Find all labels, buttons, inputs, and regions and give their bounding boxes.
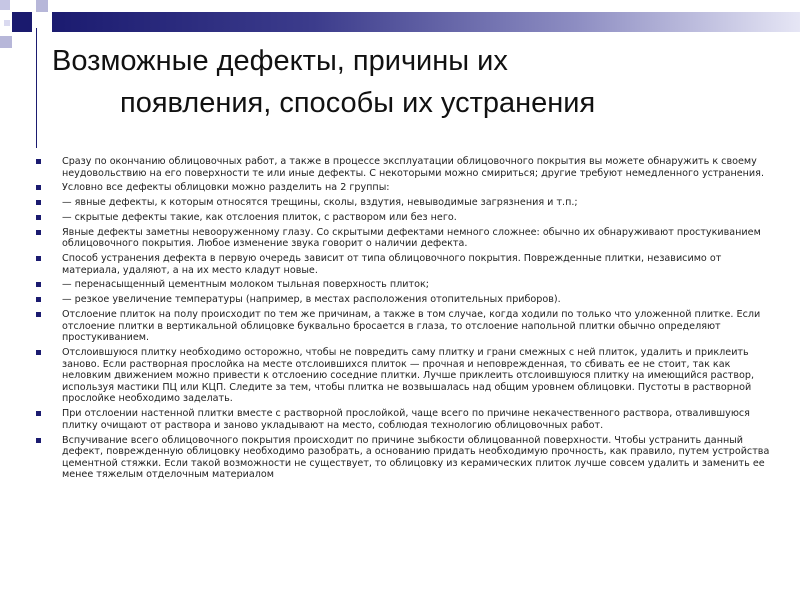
decorative-square (0, 36, 12, 48)
square-bullet-icon (36, 185, 41, 190)
square-bullet-icon (36, 282, 41, 287)
list-item (36, 227, 774, 250)
list-item-text: Вспучивание всего облицовочного покрытия происходит по причине зыбкости облицованной поверхности. Чтобы устранить данный дефект, поврежденную облицовку необходимо разобрать, а основанию придать необходимую прочность, как правило, путем устройства цементной стяжки. Если такой возможности не существует, то облицовку из керамических плиток лучше совсем удалить и заменить ее менее тяжелым отделочным материалом (62, 434, 770, 481)
list-item-text: Способ устранения дефекта в первую очередь зависит от типа облицовочного покрытия. Поврежденные плитки, независимо от материала, удаляют, а на их место кладут новые. (62, 253, 722, 276)
square-bullet-icon (36, 159, 41, 164)
slide-title-line-1: Возможные дефекты, причины их (52, 45, 508, 77)
square-bullet-icon (36, 438, 41, 443)
list-item-text: Явные дефекты заметны невооруженному глазу. Со скрытыми дефектами немного сложнее: обычно их обнаруживают простукиванием облицовочного покрытия. Любое изменение звука говорит о наличии дефекта. (62, 226, 761, 250)
square-bullet-icon (36, 256, 41, 261)
square-bullet-icon (36, 230, 41, 235)
square-bullet-icon (36, 215, 41, 220)
list-item-text: — явные дефекты, к которым относятся трещины, сколы, вздутия, невыводимые загрязнения и т.п.; (62, 197, 578, 209)
slide-title-line-2: появления, способы их устранения (120, 87, 596, 119)
list-item (36, 197, 774, 209)
list-item-text: Отслоившуюся плитку необходимо осторожно, чтобы не повредить саму плитку и грани смежных с ней плиток, удалить и приклеить заново. Если растворная прослойка на месте отслоившихся плиток — прочная и неповрежденная, то сбивать ее не стоит, так как неловким движением можно привести к отслоению соседние плитки. Лучше приклеить отслоившуюся плитку на имеющийся раствор, используя мастики ПЦ или КЦП. Следите за тем, чтобы плитка не возвышалась над общим уровнем облицовки. Пустоты в растворной прослойке необходимо заделать. (62, 347, 755, 405)
list-item (36, 347, 774, 405)
bullet-list (36, 156, 774, 484)
decorative-square (12, 12, 32, 32)
decorative-square (36, 0, 48, 12)
left-accent-line (36, 28, 37, 148)
list-item (36, 294, 774, 306)
list-item (36, 156, 774, 179)
list-item-text: Сразу по окончанию облицовочных работ, а также в процессе эксплуатации облицовочного покрытия вы можете обнаружить к своему неудовольствию на его поверхности те или иные дефекты. С некоторыми можно смириться; другие требуют немедленного устранения. (62, 156, 764, 179)
list-item-text: При отслоении настенной плитки вместе с растворной прослойкой, чаще всего по причине некачественного раствора, отвалившуюся плитку очищают от раствора и заново укладывают на место, соблюдая технологию облицовочных работ. (62, 408, 750, 431)
list-item (36, 408, 774, 431)
square-bullet-icon (36, 200, 41, 205)
list-item-text: — перенасыщенный цементным молоком тыльная поверхность плиток; (62, 279, 430, 291)
list-item-text: — скрытые дефекты такие, как отслоения плиток, с раствором или без него. (62, 211, 457, 223)
list-item (36, 435, 774, 481)
decorative-square (0, 0, 10, 10)
list-item-text: Отслоение плиток на полу происходит по тем же причинам, а также в том случае, когда ходили по только что уложенной плитке. Если отслоение плитки в вертикальной облицовке буквально бросается в глаза, то отслоение напольной плитки обычно определяют простукиванием. (62, 309, 761, 344)
square-bullet-icon (36, 411, 41, 416)
list-item (36, 253, 774, 276)
square-bullet-icon (36, 312, 41, 317)
list-item-text: Условно все дефекты облицовки можно разделить на 2 группы: (62, 182, 390, 194)
list-item (36, 279, 774, 291)
header-gradient-bar (52, 12, 800, 32)
square-bullet-icon (36, 350, 41, 355)
decorative-square (4, 20, 10, 26)
list-item (36, 182, 774, 194)
slide-title (52, 40, 792, 124)
list-item-text: — резкое увеличение температуры (например, в местах расположения отопительных приборов). (62, 294, 561, 306)
list-item (36, 212, 774, 224)
list-item (36, 309, 774, 344)
square-bullet-icon (36, 297, 41, 302)
